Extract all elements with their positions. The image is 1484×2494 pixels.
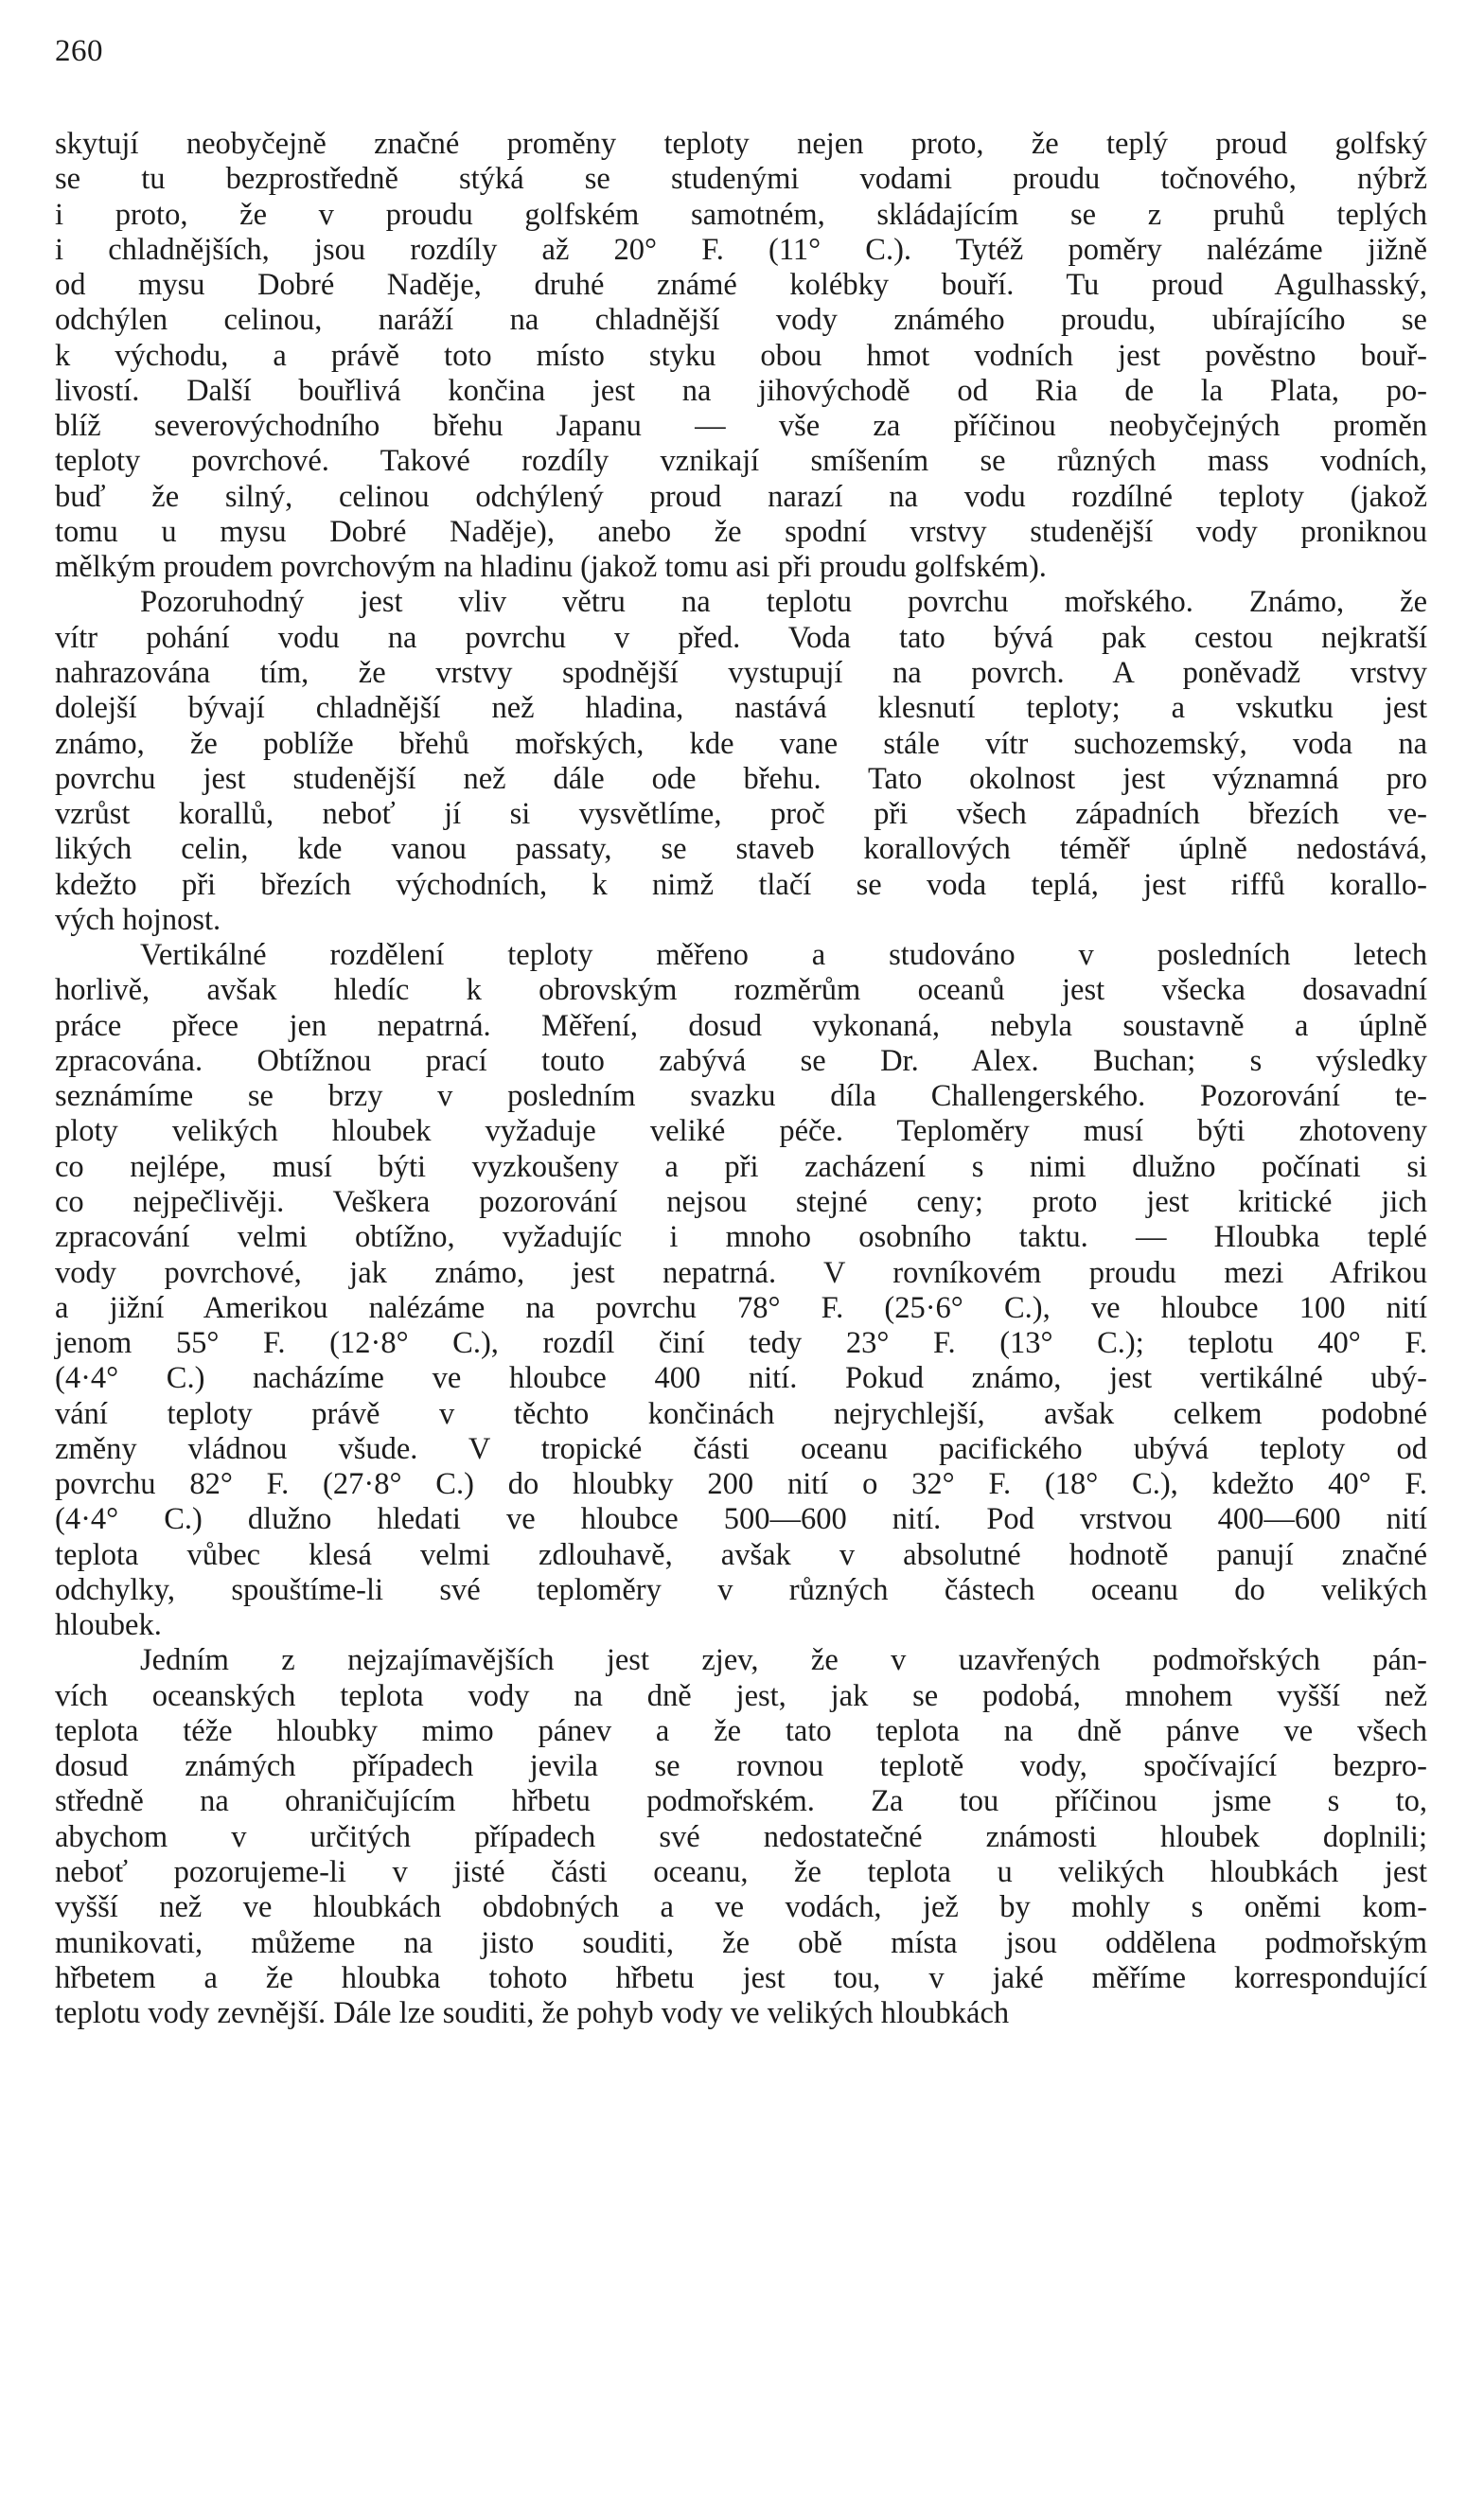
text-line: teploty povrchové. Takové rozdíly vznikají smíšením se různých mass vodních, — [55, 444, 1427, 479]
text-line: tomu u mysu Dobré Naděje), anebo že spodní vrstvy studenější vody proniknou — [55, 514, 1427, 549]
text-line: změny vládnou všude. V tropické části oceanu pacifického ubývá teploty od — [55, 1431, 1427, 1466]
text-line: neboť pozorujeme-li v jisté části oceanu, že teplota u velikých hloubkách jest — [55, 1855, 1427, 1890]
text-line: ploty velikých hloubek vyžaduje veliké péče. Teploměry musí býti zhotoveny — [55, 1114, 1427, 1149]
text-line: blíž severovýchodního břehu Japanu — vše za příčinou neobyčejných proměn — [55, 409, 1427, 444]
text-line: Pozoruhodný jest vliv větru na teplotu povrchu mořského. Známo, že — [140, 585, 1427, 620]
text-line: zpracování velmi obtížno, vyžadujíc i mnoho osobního taktu. — Hloubka teplé — [55, 1220, 1427, 1255]
text-line: povrchu jest studenější než dále ode břehu. Tato okolnost jest významná pro — [55, 761, 1427, 796]
page-number: 260 — [55, 34, 103, 68]
text-line: kdežto při březích východních, k nimž tlačí se voda teplá, jest riffů korallo- — [55, 867, 1427, 902]
text-line: středně na ohraničujícím hřbetu podmořském. Za tou příčinou jsme s to, — [55, 1784, 1427, 1819]
text-line: k východu, a právě toto místo styku obou hmot vodních jest pověstno bouř- — [55, 338, 1427, 373]
text-line: vzrůst korallů, neboť jí si vysvětlíme, proč při všech západních březích ve- — [55, 797, 1427, 832]
text-line: jenom 55° F. (12·8° C.), rozdíl činí tedy 23° F. (13° C.); teplotu 40° F. — [55, 1326, 1427, 1361]
text-line: Vertikálné rozdělení teploty měřeno a studováno v posledních letech — [140, 938, 1427, 973]
text-line: (4·4° C.) dlužno hledati ve hloubce 500—600 nití. Pod vrstvou 400—600 nití — [55, 1502, 1427, 1537]
text-line: vých hojnost. — [55, 902, 221, 937]
paragraph — [55, 585, 1427, 938]
text-line: seznámíme se brzy v posledním svazku díla Challengerského. Pozorování te- — [55, 1079, 1427, 1114]
text-line: hloubek. — [55, 1608, 162, 1643]
text-line: horlivě, avšak hledíc k obrovským rozměrům oceanů jest všecka dosavadní — [55, 973, 1427, 1008]
text-line: teplota vůbec klesá velmi zdlouhavě, avšak v absolutné hodnotě panují značné — [55, 1537, 1427, 1572]
text-line: likých celin, kde vanou passaty, se staveb korallových téměř úplně nedostává, — [55, 832, 1427, 867]
text-line: dosud známých případech jevila se rovnou teplotě vody, spočívající bezpro- — [55, 1749, 1427, 1784]
text-line: vítr pohání vodu na povrchu v před. Voda tato bývá pak cestou nejkratší — [55, 620, 1427, 655]
text-line: co nejlépe, musí býti vyzkoušeny a při zacházení s nimi dlužno počínati si — [55, 1149, 1427, 1184]
text-line: vyšší než ve hloubkách obdobných a ve vodách, jež by mohly s oněmi kom- — [55, 1890, 1427, 1925]
text-line: co nejpečlivěji. Veškera pozorování nejsou stejné ceny; proto jest kritické jich — [55, 1184, 1427, 1219]
text-line: povrchu 82° F. (27·8° C.) do hloubky 200 nití o 32° F. (18° C.), kdežto 40° F. — [55, 1467, 1427, 1502]
text-line: odchylky, spouštíme-li své teploměry v různých částech oceanu do velikých — [55, 1572, 1427, 1607]
text-line: a jižní Amerikou nalézáme na povrchu 78° F. (25·6° C.), ve hloubce 100 nití — [55, 1290, 1427, 1325]
paragraph — [55, 1643, 1427, 2031]
text-line: livostí. Další bouřlivá končina jest na jihovýchodě od Ria de la Plata, po- — [55, 373, 1427, 408]
text-line: teplota téže hloubky mimo pánev a že tato teplota na dně pánve ve všech — [55, 1713, 1427, 1748]
body-text — [55, 127, 1427, 2031]
text-line: i proto, že v proudu golfském samotném, skládajícím se z pruhů teplých — [55, 197, 1427, 232]
text-line: se tu bezprostředně stýká se studenými vodami proudu točnového, nýbrž — [55, 162, 1427, 197]
text-line: zpracována. Obtížnou prací touto zabývá se Dr. Alex. Buchan; s výsledky — [55, 1043, 1427, 1078]
text-line: hřbetem a že hloubka tohoto hřbetu jest tou, v jaké měříme korrespondující — [55, 1960, 1427, 1995]
text-line: práce přece jen nepatrná. Měření, dosud vykonaná, nebyla soustavně a úplně — [55, 1008, 1427, 1043]
text-line: od mysu Dobré Naděje, druhé známé kolébky bouří. Tu proud Agulhasský, — [55, 268, 1427, 303]
text-line: Jedním z nejzajímavějších jest zjev, že v uzavřených podmořských pán- — [140, 1643, 1427, 1678]
text-line: vání teploty právě v těchto končinách nejrychlejší, avšak celkem podobné — [55, 1396, 1427, 1431]
text-line: mělkým proudem povrchovým na hladinu (jakož tomu asi při proudu golfském). — [55, 550, 1047, 585]
text-line: (4·4° C.) nacházíme ve hloubce 400 nití. Pokud známo, jest vertikálné ubý- — [55, 1361, 1427, 1396]
text-line: nahrazována tím, že vrstvy spodnější vystupují na povrch. A poněvadž vrstvy — [55, 655, 1427, 690]
text-line: dolejší bývají chladnější než hladina, nastává klesnutí teploty; a vskutku jest — [55, 691, 1427, 726]
paragraph — [55, 127, 1427, 585]
text-line: skytují neobyčejně značné proměny teploty nejen proto, že teplý proud golfský — [55, 127, 1427, 161]
text-line: vích oceanských teplota vody na dně jest, jak se podobá, mnohem vyšší než — [55, 1678, 1427, 1713]
paragraph — [55, 938, 1427, 1643]
text-line: známo, že poblíže břehů mořských, kde vane stále vítr suchozemský, voda na — [55, 726, 1427, 761]
text-line: vody povrchové, jak známo, jest nepatrná. V rovníkovém proudu mezi Afrikou — [55, 1255, 1427, 1290]
text-line: odchýlen celinou, naráží na chladnější vody známého proudu, ubírajícího se — [55, 303, 1427, 338]
text-line: abychom v určitých případech své nedostatečné známosti hloubek doplnili; — [55, 1819, 1427, 1854]
text-line: munikovati, můžeme na jisto souditi, že obě místa jsou oddělena podmořským — [55, 1925, 1427, 1960]
text-line: teplotu vody zevnější. Dále lze souditi, že pohyb vody ve velikých hloubkách — [55, 1996, 1010, 2031]
text-line: buď že silný, celinou odchýlený proud narazí na vodu rozdílné teploty (jakož — [55, 479, 1427, 514]
text-line: i chladnějších, jsou rozdíly až 20° F. (11° C.). Tytéž poměry nalézáme jižně — [55, 232, 1427, 267]
